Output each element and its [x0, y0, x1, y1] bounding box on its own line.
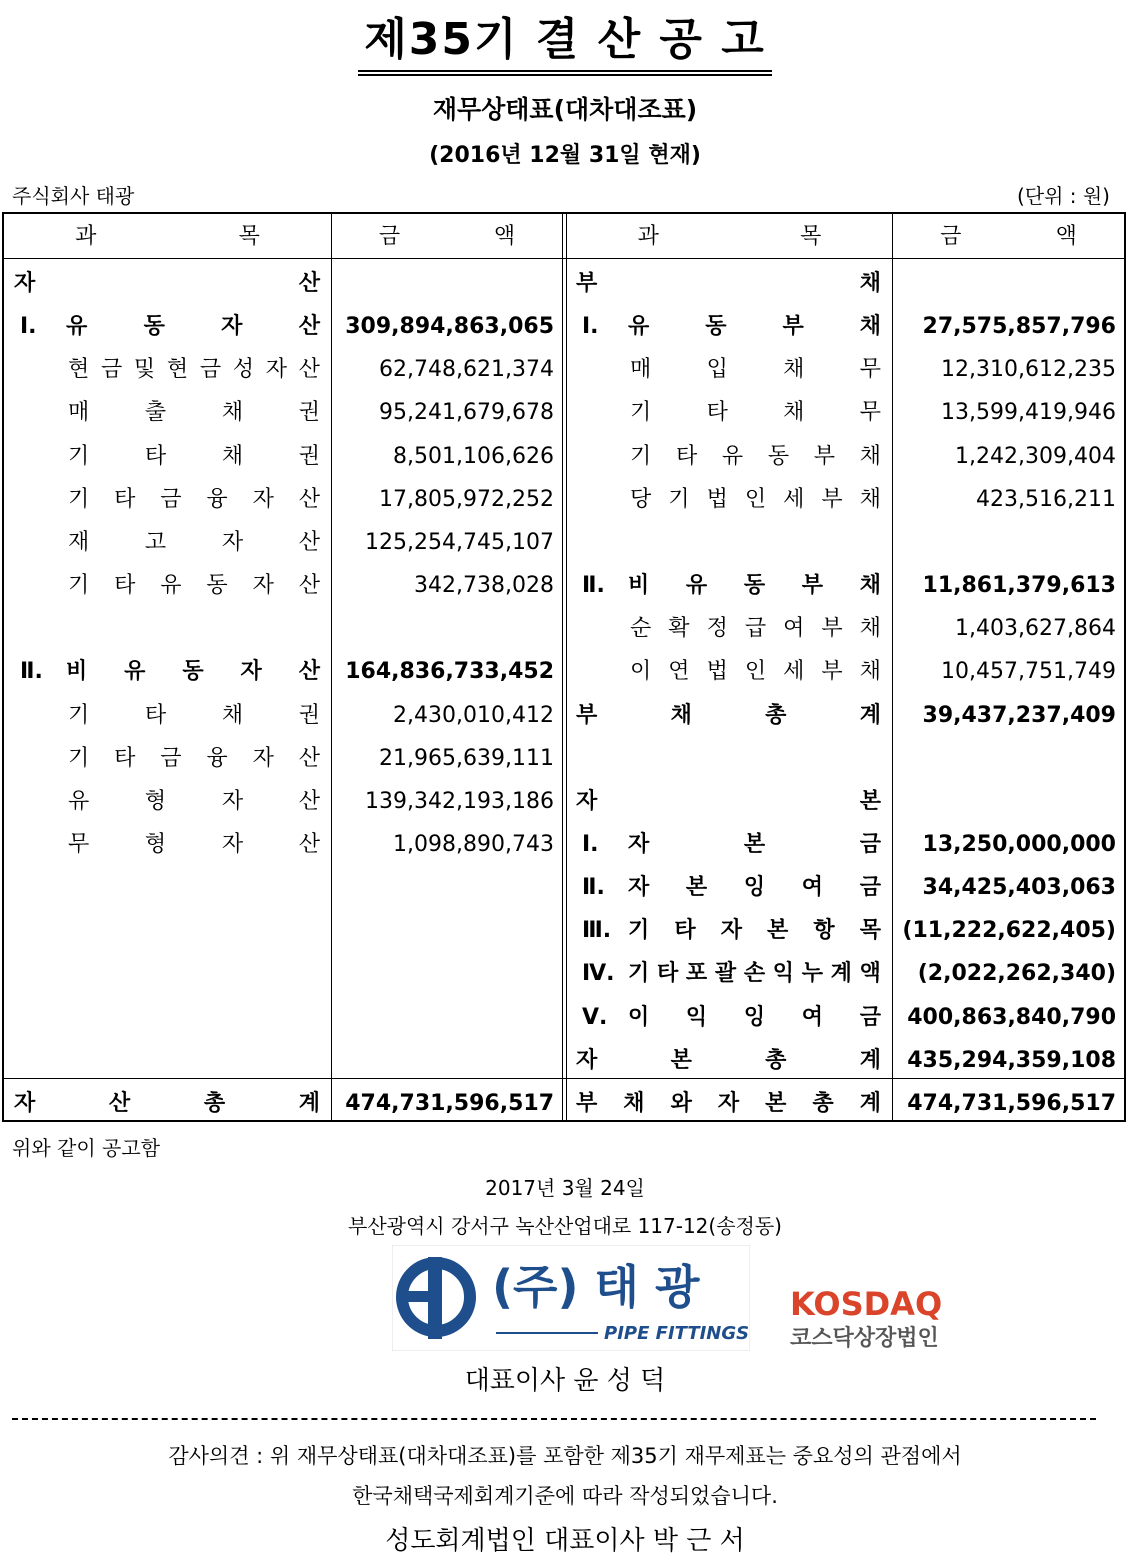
- total-liabilities-equity-label: 부 채 와 자 본 총 계: [576, 1091, 881, 1116]
- right-row: [4, 650, 1124, 693]
- account-amount: 95,241,679,678: [379, 400, 554, 426]
- right-row: [4, 694, 1124, 737]
- account-amount: 34,425,403,063: [922, 875, 1116, 901]
- account-label: 기 타 금 융 자 산: [68, 486, 320, 512]
- account-label: 자 본: [576, 788, 881, 814]
- total-liabilities-equity-amount: 474,731,596,517: [907, 1091, 1116, 1116]
- account-label: 현 금 및 현 금 성 자 산: [68, 357, 320, 383]
- account-label: 자 본 잉 여 금: [628, 875, 881, 901]
- account-amount: 10,457,751,749: [941, 659, 1116, 685]
- account-amount: (11,222,622,405): [902, 918, 1116, 944]
- logo-tagline: PIPE FITTINGS: [604, 1323, 750, 1344]
- header-amount-left: 금 액: [378, 224, 516, 249]
- right-row: [4, 348, 1124, 391]
- right-row: [4, 866, 1124, 909]
- kosdaq-text: 코스닥상장법인: [790, 1326, 939, 1351]
- account-label: 매 입 채 무: [630, 357, 881, 383]
- account-label: 유 동 부 채: [628, 314, 881, 340]
- roman-numeral: Ⅰ.: [582, 831, 599, 857]
- account-amount: 21,965,639,111: [379, 745, 554, 771]
- account-label: 자 본 총 계: [576, 1047, 881, 1073]
- account-amount: 342,738,028: [414, 573, 554, 599]
- auditor-signature: 성도회계법인 대표이사 박 근 서: [385, 1526, 745, 1556]
- kosdaq-badge: [788, 1283, 966, 1353]
- right-row: [4, 909, 1124, 952]
- account-label: 유 형 자 산: [68, 788, 320, 814]
- account-label: 순 확 정 급 여 부 채: [630, 616, 881, 642]
- account-amount: 164,836,733,452: [345, 659, 554, 685]
- roman-numeral: Ⅲ.: [582, 918, 612, 944]
- right-row: [4, 521, 1124, 564]
- account-amount: 17,805,972,252: [379, 486, 554, 512]
- account-amount: 13,599,419,946: [941, 400, 1116, 426]
- account-amount: 1,403,627,864: [955, 616, 1116, 642]
- right-row: [4, 478, 1124, 521]
- account-amount: 400,863,840,790: [907, 1004, 1116, 1030]
- account-label: 매 출 채 권: [68, 400, 320, 426]
- account-amount: 423,516,211: [976, 486, 1116, 512]
- right-row: [4, 607, 1124, 650]
- roman-numeral: Ⅳ.: [582, 961, 615, 987]
- account-amount: 12,310,612,235: [941, 357, 1116, 383]
- notice-title: 제35기 결 산 공 고: [0, 12, 1130, 76]
- account-amount: 8,501,106,626: [393, 443, 554, 469]
- right-row: [4, 952, 1124, 995]
- logo-company-text: (주) 태 광: [492, 1260, 700, 1314]
- ceo-signature: 대표이사 윤 성 덕: [464, 1366, 666, 1396]
- statement-title: 재무상태표(대차대조표): [432, 95, 698, 124]
- account-amount: 11,861,379,613: [922, 573, 1116, 599]
- right-row: [4, 262, 1124, 305]
- account-label: 기 타 채 권: [68, 702, 320, 728]
- company-name: 주식회사 태광: [12, 184, 135, 208]
- right-row: [4, 737, 1124, 780]
- account-amount: 125,254,745,107: [365, 529, 554, 555]
- account-amount: (2,022,262,340): [917, 961, 1116, 987]
- balance-sheet-table: [2, 212, 1126, 1122]
- account-amount: 2,430,010,412: [393, 702, 554, 728]
- audit-opinion-line1: 감사의견 : 위 재무상태표(대차대조표)를 포함한 제35기 재무제표는 중요성의 관점에서: [168, 1444, 962, 1468]
- right-row: [4, 305, 1124, 348]
- company-logo: [392, 1245, 750, 1351]
- account-amount: 309,894,863,065: [345, 314, 554, 340]
- account-label: 기 타 채 무: [630, 400, 881, 426]
- unit-label: (단위 : 원): [1016, 184, 1110, 208]
- right-row: [4, 823, 1124, 866]
- account-amount: 27,575,857,796: [922, 314, 1116, 340]
- account-amount: 13,250,000,000: [922, 831, 1116, 857]
- account-label: 부 채: [576, 271, 881, 296]
- header-amount-right: 금 액: [940, 224, 1077, 249]
- account-label: 부 채 총 계: [576, 702, 881, 728]
- account-label: 기 타 자 본 항 목: [628, 918, 881, 944]
- header-item-right: 과 목: [637, 224, 822, 249]
- account-label: 유 동 자 산: [66, 314, 320, 340]
- account-label: 기 타 포 괄 손 익 누 계 액: [628, 961, 881, 987]
- notice-text: 위와 같이 공고함: [12, 1136, 160, 1160]
- notice-date: 2017년 3월 24일: [485, 1176, 645, 1200]
- roman-numeral: Ⅱ.: [582, 875, 605, 901]
- totals-row: [4, 1082, 1124, 1125]
- account-label: 이 익 잉 여 금: [628, 1004, 881, 1030]
- roman-numeral: Ⅱ.: [20, 659, 43, 685]
- right-row: [4, 996, 1124, 1039]
- company-address: 부산광역시 강서구 녹산산업대로 117-12(송정동): [348, 1214, 782, 1238]
- roman-numeral: Ⅰ.: [20, 314, 37, 340]
- total-assets-label: 자 산 총 계: [14, 1091, 320, 1116]
- account-label: 기 타 채 권: [68, 443, 320, 469]
- account-label: 당 기 법 인 세 부 채: [630, 486, 881, 512]
- account-amount: 62,748,621,374: [379, 357, 554, 383]
- account-amount: 1,242,309,404: [955, 443, 1116, 469]
- roman-numeral: Ⅱ.: [582, 573, 605, 599]
- kosdaq-mark: KOSDAQ: [790, 1285, 943, 1323]
- account-label: 자 산: [14, 271, 320, 296]
- account-label: 기 타 금 융 자 산: [68, 745, 320, 771]
- account-label: 재 고 자 산: [68, 529, 320, 555]
- account-label: 비 유 동 부 채: [628, 573, 881, 599]
- roman-numeral: Ⅴ.: [582, 1004, 608, 1030]
- account-amount: 139,342,193,186: [365, 788, 554, 814]
- total-assets-amount: 474,731,596,517: [345, 1091, 554, 1116]
- account-amount: 39,437,237,409: [922, 702, 1116, 728]
- right-row: [4, 1039, 1124, 1082]
- account-label: 자 본 금: [628, 831, 881, 857]
- header-item-left: 과 목: [75, 224, 260, 249]
- account-label: 이 연 법 인 세 부 채: [630, 659, 881, 685]
- right-row: [4, 564, 1124, 607]
- account-amount: 1,098,890,743: [393, 831, 554, 857]
- audit-opinion-line2: 한국채택국제회계기준에 따라 작성되었습니다.: [352, 1484, 778, 1508]
- account-label: 기 타 유 동 자 산: [68, 573, 320, 599]
- account-amount: 435,294,359,108: [907, 1047, 1116, 1073]
- account-label: 기 타 유 동 부 채: [630, 443, 881, 469]
- right-row: [4, 780, 1124, 823]
- roman-numeral: Ⅰ.: [582, 314, 599, 340]
- right-row: [4, 391, 1124, 434]
- right-row: [4, 435, 1124, 478]
- as-of-date: (2016년 12월 31일 현재): [429, 143, 701, 168]
- account-label: 비 유 동 자 산: [66, 659, 320, 685]
- account-label: 무 형 자 산: [68, 831, 320, 857]
- divider: [12, 1418, 1096, 1420]
